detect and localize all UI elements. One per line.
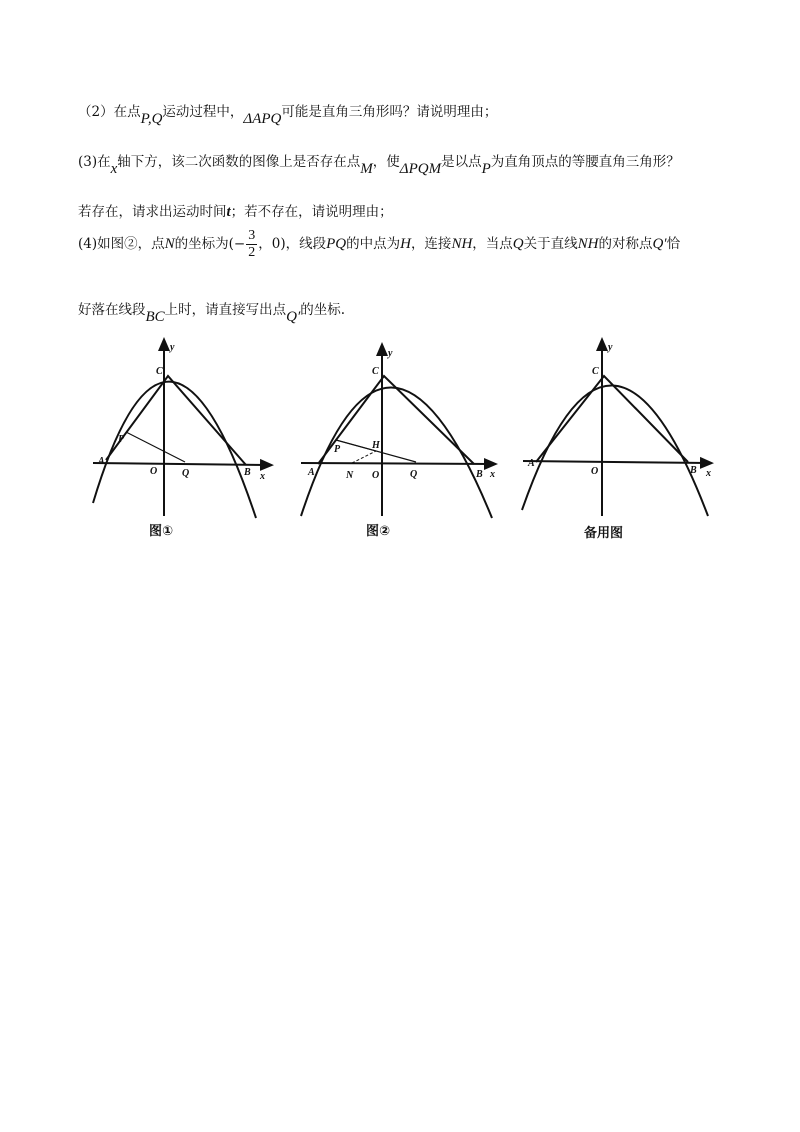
q3-mid1: 轴下方，该二次函数的图像上是否存在点 [117, 154, 361, 170]
q3-prefix: (3)在 [78, 154, 111, 170]
q4-mid8: 恰 [666, 236, 681, 252]
question-4-line-2 [78, 298, 346, 325]
q4-frac-num: 3 [248, 228, 256, 243]
figure-3-graph [518, 338, 718, 523]
figure-3 [518, 338, 718, 527]
figure-3-caption: 备用图 [584, 526, 624, 541]
q2-triangle-apq: ΔAPQ [243, 111, 282, 127]
x-axis [301, 463, 492, 464]
label-p: P [118, 434, 125, 445]
label-y: y [388, 348, 393, 359]
label-b: B [476, 469, 483, 480]
q3-x: x [110, 161, 118, 177]
q4-nh: NH [451, 236, 473, 252]
x-axis [523, 461, 708, 463]
label-y: y [608, 342, 613, 353]
q4-fraction [246, 228, 257, 261]
q4-frac-den: 2 [248, 245, 256, 260]
q4-mid1: 的坐标为(− [174, 236, 246, 252]
figure-1 [88, 338, 278, 527]
question-4 [78, 228, 680, 261]
label-n: N [346, 470, 354, 481]
label-q: Q [410, 469, 418, 480]
q4-bc: BC [145, 309, 165, 325]
q4-q-prime-2: Q′ [286, 309, 301, 325]
label-h: H [372, 440, 380, 451]
label-x: x [706, 468, 711, 479]
q4-h: H [400, 236, 411, 252]
q4-mid3: 的中点为 [346, 236, 401, 252]
label-o: O [150, 466, 158, 477]
q4-mid7: 的对称点 [598, 236, 653, 252]
label-q: Q [182, 468, 190, 479]
segment-pq [126, 432, 185, 462]
triangle-abc [318, 376, 474, 464]
q2-mid: 运动过程中， [162, 104, 244, 120]
q3-t: t [226, 204, 231, 220]
segment-ph [336, 440, 376, 451]
q4-line2-prefix: 好落在线段 [78, 302, 146, 318]
question-2 [78, 100, 498, 127]
figure-2-graph [296, 338, 506, 523]
label-c: C [156, 366, 163, 377]
figure-1-caption: 图① [149, 524, 174, 539]
q3-mid2: ，使 [372, 154, 400, 170]
q3-line2-suffix: ；若不存在，请说明理由； [230, 204, 393, 220]
parabola [522, 385, 708, 516]
label-o: O [372, 470, 380, 481]
q4-mid4: ，连接 [410, 236, 452, 252]
q4-pq: PQ [326, 236, 347, 252]
triangle-abc [106, 376, 246, 465]
q4-prefix: (4)如图②，点 [78, 236, 165, 252]
q4-mid2: ，0)，线段 [258, 236, 327, 252]
label-o: O [591, 466, 599, 477]
q2-points-pq: P,Q [140, 111, 163, 127]
q3-mid3: 是以点 [441, 154, 482, 170]
label-y: y [170, 342, 175, 353]
label-b: B [690, 465, 697, 476]
figure-2 [296, 338, 506, 527]
figure-2-caption: 图② [366, 524, 391, 539]
label-a: A [308, 467, 315, 478]
q4-n: N [164, 236, 175, 252]
q4-mid6: 关于直线 [523, 236, 578, 252]
label-b: B [244, 467, 251, 478]
x-axis [93, 463, 268, 465]
segment-nh [352, 451, 376, 463]
q4-line2-suffix: 的坐标. [300, 302, 346, 318]
q2-prefix: （2）在点 [78, 104, 141, 120]
question-3 [78, 150, 680, 177]
q4-line2-mid: 上时，请直接写出点 [164, 302, 287, 318]
label-c: C [592, 366, 599, 377]
q3-point-m: M [360, 161, 373, 177]
q4-nh-2: NH [577, 236, 599, 252]
q3-suffix: 为直角顶点的等腰直角三角形？ [490, 154, 680, 170]
label-x: x [260, 471, 265, 482]
q4-mid5: ，当点 [472, 236, 513, 252]
q3-point-p: P [481, 161, 491, 177]
label-a: A [528, 458, 535, 469]
question-3-line-2 [78, 200, 393, 221]
triangle-abc [536, 376, 688, 462]
q4-q: Q [512, 236, 524, 252]
label-c: C [372, 366, 379, 377]
label-p: P [334, 444, 341, 455]
label-a: A [98, 456, 105, 467]
label-x: x [490, 469, 495, 480]
q4-q-prime: Q′ [652, 236, 667, 252]
q2-suffix: 可能是直角三角形吗？请说明理由； [281, 104, 498, 120]
q3-line2-prefix: 若存在，请求出运动时间 [78, 204, 227, 220]
figure-1-graph [88, 338, 278, 523]
q3-triangle-pqm: ΔPQM [399, 161, 442, 177]
